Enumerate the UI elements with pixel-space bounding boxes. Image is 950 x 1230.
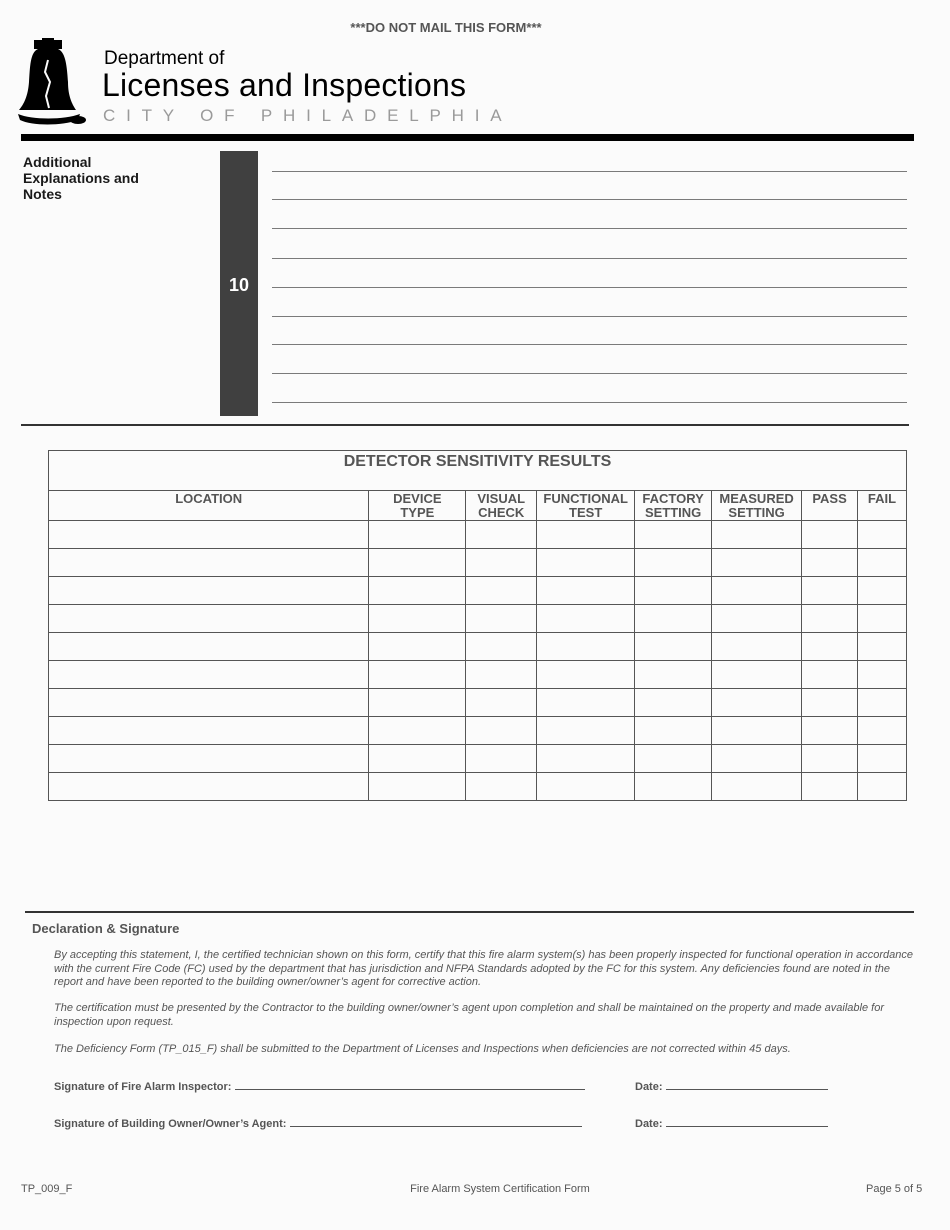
table-cell[interactable]: [49, 549, 369, 577]
table-cell[interactable]: [802, 661, 858, 689]
table-cell[interactable]: [466, 773, 537, 801]
table-title: DETECTOR SENSITIVITY RESULTS: [49, 451, 907, 491]
table-cell[interactable]: [369, 773, 466, 801]
table-cell[interactable]: [802, 549, 858, 577]
detector-table-body: [49, 521, 907, 801]
table-cell[interactable]: [858, 521, 907, 549]
table-cell[interactable]: [802, 717, 858, 745]
table-cell[interactable]: [466, 745, 537, 773]
table-cell[interactable]: [369, 549, 466, 577]
table-cell[interactable]: [537, 605, 635, 633]
table-cell[interactable]: [466, 661, 537, 689]
table-cell[interactable]: [712, 689, 802, 717]
table-cell[interactable]: [369, 661, 466, 689]
detector-sensitivity-table: [48, 450, 907, 801]
table-cell[interactable]: [537, 633, 635, 661]
table-cell[interactable]: [466, 549, 537, 577]
table-cell[interactable]: [635, 717, 712, 745]
table-cell[interactable]: [466, 521, 537, 549]
table-cell[interactable]: [466, 577, 537, 605]
note-line[interactable]: [272, 287, 907, 288]
owner-date-field[interactable]: [635, 1117, 828, 1130]
table-cell[interactable]: [802, 521, 858, 549]
table-cell[interactable]: [712, 549, 802, 577]
table-cell[interactable]: [49, 689, 369, 717]
table-cell[interactable]: [635, 549, 712, 577]
inspector-signature-line[interactable]: [235, 1080, 585, 1090]
table-cell[interactable]: [712, 717, 802, 745]
table-cell[interactable]: [537, 745, 635, 773]
table-cell[interactable]: [369, 605, 466, 633]
table-cell[interactable]: [802, 773, 858, 801]
table-cell[interactable]: [712, 633, 802, 661]
table-cell[interactable]: [858, 689, 907, 717]
table-cell[interactable]: [49, 661, 369, 689]
section-number: 10: [228, 275, 250, 295]
table-cell[interactable]: [635, 605, 712, 633]
table-cell[interactable]: [802, 633, 858, 661]
table-cell[interactable]: [635, 661, 712, 689]
table-cell[interactable]: [49, 745, 369, 773]
owner-date-line[interactable]: [666, 1117, 828, 1127]
table-row: [49, 745, 907, 773]
table-cell[interactable]: [635, 745, 712, 773]
table-cell[interactable]: [369, 633, 466, 661]
table-cell[interactable]: [858, 549, 907, 577]
table-row: [49, 549, 907, 577]
city-name: CITY OF PHILADELPHIA: [103, 106, 513, 125]
table-cell[interactable]: [802, 577, 858, 605]
table-cell[interactable]: [635, 633, 712, 661]
header-divider: [21, 134, 914, 141]
note-line[interactable]: [272, 402, 907, 403]
table-cell[interactable]: [466, 605, 537, 633]
col-device-type: DEVICE TYPE: [369, 491, 466, 521]
table-cell[interactable]: [537, 549, 635, 577]
table-cell[interactable]: [537, 577, 635, 605]
owner-signature-label: Signature of Building Owner/Owner’s Agent:: [54, 1118, 287, 1130]
col-pass: PASS: [802, 491, 858, 521]
declaration-paragraph: By accepting this statement, I, the certified technician shown on this form, certify that this fire alarm system(s) has been properly inspected for functional operation in accordance with the current Fire Code (FC) used by the department that has jurisdiction and NFPA Standards adopted by the FC for this system. Any deficiencies found are noted in the report and have been reported to the building owner/owner’s agent for corrective action.: [54, 949, 914, 988]
table-row: [49, 605, 907, 633]
table-cell[interactable]: [466, 689, 537, 717]
col-measured-setting: MEASURED SETTING: [712, 491, 802, 521]
declaration-paragraph: The Deficiency Form (TP_015_F) shall be submitted to the Department of Licenses and Inspections when deficiencies are not corrected within 45 days.: [54, 1043, 791, 1055]
col-functional-test: FUNCTIONAL TEST: [537, 491, 635, 521]
table-row: [49, 773, 907, 801]
footer-page-number: Page 5 of 5: [866, 1183, 923, 1195]
inspector-date-line[interactable]: [666, 1080, 828, 1090]
table-row: [49, 717, 907, 745]
table-cell[interactable]: [712, 577, 802, 605]
department-of-text: Department of: [104, 48, 225, 69]
table-cell[interactable]: [369, 689, 466, 717]
table-cell[interactable]: [466, 633, 537, 661]
table-cell[interactable]: [49, 521, 369, 549]
table-cell[interactable]: [369, 745, 466, 773]
table-cell[interactable]: [858, 577, 907, 605]
table-cell[interactable]: [712, 521, 802, 549]
notes-section-label: Additional Explanations and Notes: [23, 154, 139, 202]
table-cell[interactable]: [712, 661, 802, 689]
table-cell[interactable]: [369, 717, 466, 745]
table-cell[interactable]: [858, 605, 907, 633]
table-cell[interactable]: [537, 773, 635, 801]
table-row: [49, 633, 907, 661]
table-cell[interactable]: [537, 689, 635, 717]
department-logo: [18, 38, 513, 130]
table-cell[interactable]: [858, 717, 907, 745]
table-cell[interactable]: [802, 605, 858, 633]
table-cell[interactable]: [49, 577, 369, 605]
note-line[interactable]: [272, 199, 907, 200]
col-fail: FAIL: [858, 491, 907, 521]
table-cell[interactable]: [635, 521, 712, 549]
do-not-mail-notice: ***DO NOT MAIL THIS FORM***: [350, 20, 542, 35]
table-row: [49, 577, 907, 605]
table-cell[interactable]: [537, 717, 635, 745]
table-cell[interactable]: [635, 773, 712, 801]
table-cell[interactable]: [466, 717, 537, 745]
footer-form-code: TP_009_F: [21, 1183, 73, 1195]
table-cell[interactable]: [369, 577, 466, 605]
declaration-divider: [25, 911, 914, 913]
notes-section-divider: [21, 424, 909, 426]
table-cell[interactable]: [802, 689, 858, 717]
table-cell[interactable]: [858, 661, 907, 689]
table-cell[interactable]: [635, 689, 712, 717]
table-cell[interactable]: [858, 633, 907, 661]
note-line[interactable]: [272, 228, 907, 229]
table-cell[interactable]: [369, 521, 466, 549]
footer-form-name: Fire Alarm System Certification Form: [410, 1183, 590, 1195]
table-cell[interactable]: [858, 773, 907, 801]
table-row: [49, 521, 907, 549]
inspector-date-field[interactable]: [635, 1080, 828, 1093]
table-cell[interactable]: [49, 717, 369, 745]
table-row: [49, 689, 907, 717]
table-cell[interactable]: [802, 745, 858, 773]
department-name: Licenses and Inspections: [102, 67, 467, 103]
note-line[interactable]: [272, 344, 907, 345]
table-cell[interactable]: [537, 521, 635, 549]
inspector-signature-label: Signature of Fire Alarm Inspector:: [54, 1081, 232, 1093]
table-cell[interactable]: [49, 605, 369, 633]
col-factory-setting: FACTORY SETTING: [635, 491, 712, 521]
note-line[interactable]: [272, 171, 907, 172]
table-cell[interactable]: [635, 577, 712, 605]
table-cell[interactable]: [537, 661, 635, 689]
note-line[interactable]: [272, 373, 907, 374]
declaration-title: Declaration & Signature: [32, 921, 180, 936]
col-location: LOCATION: [49, 491, 369, 521]
liberty-bell-icon: [18, 38, 100, 128]
table-cell[interactable]: [858, 745, 907, 773]
inspector-signature-field[interactable]: [54, 1080, 585, 1093]
col-visual-check: VISUAL CHECK: [466, 491, 537, 521]
note-line[interactable]: [272, 258, 907, 259]
date-label: Date:: [635, 1118, 663, 1130]
table-cell[interactable]: [49, 633, 369, 661]
date-label: Date:: [635, 1081, 663, 1093]
declaration-paragraph: The certification must be presented by the Contractor to the building owner/owner’s agent upon completion and shall be maintained on the property and made available for inspection upon request.: [54, 1002, 884, 1028]
table-cell[interactable]: [712, 605, 802, 633]
note-line[interactable]: [272, 316, 907, 317]
table-cell[interactable]: [712, 773, 802, 801]
owner-signature-field[interactable]: [54, 1117, 582, 1130]
owner-signature-line[interactable]: [290, 1117, 582, 1127]
table-cell[interactable]: [712, 745, 802, 773]
table-row: [49, 661, 907, 689]
table-cell[interactable]: [49, 773, 369, 801]
